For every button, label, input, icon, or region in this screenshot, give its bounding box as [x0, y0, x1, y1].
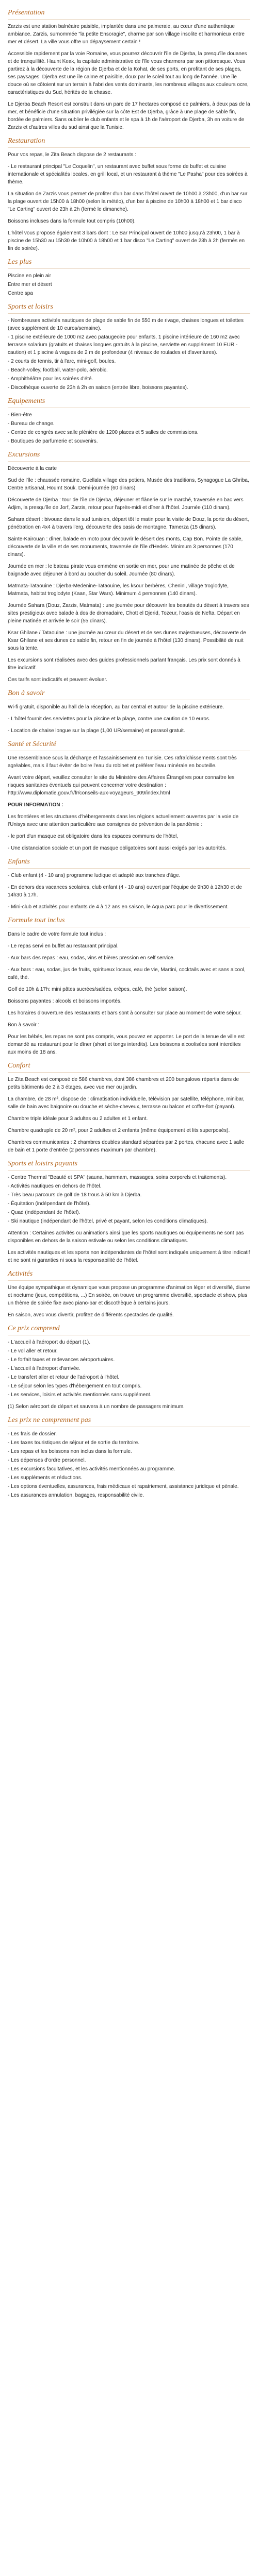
paragraph: Journée en mer : le bateau pirate vous emmène en sortie en mer, pour une matinée de pêche et de baignade avec déjeuner à bord au coucher du soleil. Journée (80 dinars).	[8, 564, 235, 577]
paragraph: L'hôtel vous propose également 3 bars dont : Le Bar Principal ouvert de 10h00 jusqu'à 23h00, 1 bar à piscine de 15h30 au 15h30 de 10h00 à 18h00 et 1 bar disco "Le Carting" ouvert de 23h à 2h (fermés en fin de soirée).	[8, 230, 245, 251]
paragraph: - Le restaurant principal "Le Coquelin", un restaurant avec buffet sous forme de buffet et cuisine internationale et spécialités locales, en grill local, et un restaurant à thème "Le Pasha" pour des soirées à thème.	[8, 164, 248, 185]
list-item: - Équitation (indépendant de l'hôtel).	[8, 1201, 91, 1207]
paragraph: - Le repas servi en buffet au restaurant principal.	[8, 943, 119, 949]
section-title: Enfants	[8, 856, 250, 869]
list-item: - Beach-volley, football, water-polo, aérobic.	[8, 367, 108, 373]
paragraph: Les excursions sont réalisées avec des guides professionnels parlant français. Les prix sont donnés à titre indicatif.	[8, 657, 240, 671]
section-title: Equipements	[8, 396, 250, 408]
section-formule-tout-inclus	[8, 915, 250, 1056]
paragraph: Avant votre départ, veuillez consulter le site du Ministère des Affaires Étrangères pour connaître les risques sanitaires éventuels qui peuvent concerner votre destination : http://www.diplomatie.gouv.fr/fr/conseils-aux-voyageurs_909/index.html	[8, 775, 235, 796]
paragraph: Attention : Certaines activités ou animations ainsi que les sports nautiques ou équipements ne sont pas disponibles en dehors de la saison estivale ou selon les conditions climatiques.	[8, 1230, 244, 1244]
paragraph: En saison, avec vous divertir, profitez de différents spectacles de qualité.	[8, 1312, 174, 1318]
list-item: - Les assurances annulation, bagages, responsabilité civile.	[8, 1493, 144, 1498]
section-confort	[8, 1060, 250, 1154]
list-item: - Les excursions facultatives, et les activités mentionnées au programme.	[8, 1466, 175, 1472]
paragraph: Ces tarifs sont indicatifs et peuvent évoluer.	[8, 677, 107, 683]
paragraph: Journée Sahara (Douz, Zarzis, Matmata) : une journée pour découvrir les beautés du désert à travers ses sites prestigieux avec balade à dos de dromadaire, Chott el Djerid, Tozeur, l'oasis de Nefta. Départ en pleine matinée et arrivée le soir (55 dinars).	[8, 603, 249, 624]
section-title: Sports et loisirs	[8, 301, 250, 314]
paragraph: Matmata-Tataouine : Djerba-Medenine-Tataouine, les ksour berbères, Chenini, village troglodyte, Matmata, habitat troglodyte (Kaan, Star Wars). Minimum 4 personnes (140 dinars).	[8, 583, 229, 597]
list-item: - L'accueil à l'aéroport d'arrivée.	[8, 1366, 80, 1371]
list-item: - Activités nautiques en dehors de l'hôtel.	[8, 1183, 102, 1189]
section-title: Santé et Sécurité	[8, 739, 250, 751]
section-presentation	[8, 7, 250, 131]
list-item: - Très beau parcours de golf de 18 trous à 50 km à Djerba.	[8, 1192, 142, 1198]
paragraph: Sainte-Kairouan : dîner, balade en moto pour découvrir le désert des monts, Cap Bon. Pointe de sable, découverte de la ville et de ses monuments, traversée de l'île d'Hedek. Minimum 3 personnes (170 dinars).	[8, 536, 243, 557]
list	[8, 1430, 250, 1499]
paragraph: Boissons incluses dans la formule tout compris (10h00).	[8, 218, 136, 224]
section-restauration	[8, 135, 250, 252]
section-bon-a-savoir	[8, 688, 250, 735]
list	[8, 411, 250, 445]
section-title: Les plus	[8, 257, 250, 269]
list-item: - Ski nautique (indépendant de l'hôtel, privé et payant, selon les conditions climatiques).	[8, 1218, 208, 1224]
paragraph: - Aux bars : eau, sodas, jus de fruits, spiritueux locaux, eau de vie, Martini, cocktails avec et sans alcool, café, thé.	[8, 967, 246, 980]
section-excursions	[8, 449, 250, 684]
section-pour-information	[8, 801, 250, 852]
footnote: (1) Selon aéroport de départ et sauvera à un nombre de passagers minimum.	[8, 1404, 185, 1410]
list-item: - Bureau de change.	[8, 421, 55, 427]
list-item: - Les services, loisirs et activités mentionnés sans supplément.	[8, 1392, 152, 1398]
paragraph: - le port d'un masque est obligatoire dans les espaces communs de l'hôtel,	[8, 834, 179, 839]
paragraph: Ksar Ghilane / Tataouine : une journée au cœur du désert et de ses dunes majestueuses, découverte de Ksar Ghilane et ses dunes de sable fin, retour en fin de journée à l'hôtel (130 dinars). Possibilité de nuit sous la tente.	[8, 630, 246, 651]
paragraph: Chambre triple idéale pour 3 adultes ou 2 adultes et 1 enfant.	[8, 1116, 148, 1122]
section-title: Sports et loisirs payants	[8, 1158, 250, 1171]
paragraph: Une équipe sympathique et dynamique vous propose un programme d'animation léger et diversifié, diurne et nocturne (jeux, compétitions, ...) En soirée, on trouve un programme diversifié, spectacle et show, plus un thème de soirée fixe avec piano-bar et discothèque à certains jours.	[8, 1285, 250, 1306]
list-item: - Quad (indépendant de l'hôtel).	[8, 1210, 80, 1215]
section-sports-loisirs	[8, 301, 250, 392]
paragraph: Le Zita Beach est composé de 586 chambres, dont 386 chambres et 200 bungalows répartis dans de petits bâtiments de 2 à 3 étages, avec vue mer ou jardin.	[8, 1077, 239, 1090]
paragraph: Sud de l'île : chaussée romaine, Guellala village des potiers, Musée des traditions, Synagogue La Ghriba, Centre artisanal, Houmt Souk. Demi-journée (60 dinars)	[8, 478, 249, 491]
section-title: Présentation	[8, 7, 250, 20]
section-ce-prix-comprend	[8, 1323, 250, 1411]
paragraph: - Aux bars des repas : eau, sodas, vins et bières pression en self service.	[8, 955, 175, 961]
paragraph: - Club enfant (4 - 10 ans) programme ludique et adapté aux tranches d'âge.	[8, 873, 181, 878]
list-item: - Centre de congrès avec salle plénière de 1200 places et 5 salles de commissions.	[8, 430, 199, 435]
paragraph: Zarzis est une station balnéaire paisible, implantée dans une palmeraie, au cœur d'une authentique ambiance. Zarzis, surnommée "la petite Ensoragie", charme par son village insolite et harmonieux entre mer et désert. La ville vous offre un dépaysement certain !	[8, 24, 245, 45]
section-enfants	[8, 856, 250, 911]
list	[8, 272, 250, 297]
list-item: - Les repas et les boissons non inclus dans la formule.	[8, 1449, 132, 1454]
paragraph: Une ressemblance sous la décharge et l'assainissement en Tunisie. Ces rafraîchissements sont très agréables, mais il faut éviter de boire l'eau du robinet et préférer l'eau minérale en bouteille.	[8, 755, 237, 769]
paragraph: Chambres communicantes : 2 chambres doubles standard séparées par 2 portes, chacune avec 1 salle de bain et 1 porte d'entrée (2 personnes maximum par chambre).	[8, 1140, 245, 1153]
paragraph: Les frontières et les structures d'hébergements dans les régions actuellement ouvertes par la voie de l'Unisys avec une attention particulière aux consignes de prévention de la pandémie :	[8, 814, 239, 827]
list	[8, 1174, 250, 1225]
paragraph: Découverte de Djerba : tour de l'île de Djerba, déjeuner et flânerie sur le marché, traversée en bac vers Adjim, la presqu'île de Jorf, Zarzis, retour pour l'après-midi et dîner à l'hôtel. Journée (110 dinars).	[8, 497, 244, 511]
list-item: - Nombreuses activités nautiques de plage de sable fin de 550 m de rivage, chaises longues et toilettes (avec supplément de 10 euros/semaine).	[8, 318, 244, 331]
paragraph: Wi-fi gratuit, disponible au hall de la réception, au bar central et autour de la piscine extérieure.	[8, 704, 224, 710]
paragraph: Les activités nautiques et les sports non indépendantes de l'hôtel sont indiqués uniquement à titre indicatif et ne sont ni garanties ni sous la responsabilité de l'hôtel.	[8, 1250, 250, 1263]
list-item: - Les frais de dossier.	[8, 1431, 57, 1437]
section-title: Restauration	[8, 135, 250, 148]
section-title: Formule tout inclus	[8, 915, 250, 927]
paragraph: - Location de chaise longue sur la plage (1,00 UR/semaine) et parasol gratuit.	[8, 728, 185, 734]
section-prix-ne-comprennent-pas	[8, 1415, 250, 1499]
list-item: - Bien-être	[8, 412, 32, 418]
paragraph: Accessible rapidement par la voie Romaine, vous pourrez découvrir l'île de Djerba, la presqu'île douanes et de tranquillité. Haunt Keak, la capitale administrative de l'île vous charmera par son pittoresque. Vous partirez à la découverte de la région de Djerba et de la Kohat, de ses ports, en profitant de ses plages, ses paysages. Djerba est une île calme et paisible, doux par le soleil tout au long de l'année. Une île douce où se côtoient sur un terrain à l'abri des vents dominants, les nombreux villages aux couleurs ocre, caractéristiques du Sud, hérités de la chasse.	[8, 51, 249, 95]
section-title: Confort	[8, 1060, 250, 1073]
paragraph: - Une distanciation sociale et un port de masque obligatoires sont aussi exigés par les autorités.	[8, 845, 227, 851]
section-sports-loisirs-payants	[8, 1158, 250, 1264]
list-item: - 2 courts de tennis, tir à l'arc, mini-golf, boules.	[8, 359, 116, 364]
paragraph: La chambre, de 28 m², dispose de : climatisation individuelle, télévision par satellite, téléphone, minibar, salle de bain avec baignoire ou douche et sèche-cheveux, terrasse ou balcon et coffre-fort (payant).	[8, 1096, 245, 1110]
paragraph: Sahara désert : bivouac dans le sud tunisien, départ tôt le matin pour la visite de Douz, la porte du désert, pénétration en 4x4 à travers l'erg, découverte des oasis de montagne, Tamerza (15 dinars).	[8, 517, 249, 530]
list-item: - Les taxes touristiques de séjour et de sortie du territoire.	[8, 1440, 140, 1446]
paragraph: Les horaires d'ouverture des restaurants et bars sont à consulter sur place au moment de votre séjour.	[8, 1010, 242, 1016]
list	[8, 317, 250, 392]
list-item: Entre mer et désert	[8, 282, 52, 287]
paragraph: Dans le cadre de votre formule tout inclus :	[8, 931, 106, 937]
list-item: - Les suppléments et réductions.	[8, 1475, 83, 1481]
list-item: - Amphithéâtre pour les soirées d'été.	[8, 376, 93, 382]
list-item: - Le vol aller et retour.	[8, 1348, 58, 1354]
list-item: Centre spa	[8, 291, 33, 296]
paragraph: - En dehors des vacances scolaires, club enfant (4 - 10 ans) ouvert par l'équipe de 9h30 à 12h30 et de 14h30 à 17h.	[8, 885, 242, 898]
section-sante-securite	[8, 739, 250, 797]
list	[8, 1338, 250, 1399]
paragraph: Boissons payantes : alcools et boissons importés.	[8, 998, 122, 1004]
section-activites	[8, 1268, 250, 1319]
list-item: - Les options éventuelles, assurances, frais médicaux et rapatriement, assistance juridique et pénale.	[8, 1484, 239, 1489]
paragraph: Bon à savoir :	[8, 1022, 40, 1028]
list-item: - 1 piscine extérieure de 1000 m2 avec pataugeoire pour enfants, 1 piscine intérieure de 160 m2 avec terrasse solarium (gratuits et chaises longues gratuits à la piscine, serviette en supplément 10 EUR - caution) et 1 piscine à vagues de 2 m de profondeur (4 niveaux de roulades et d'aventures).	[8, 334, 240, 355]
paragraph: Chambre quadruple de 20 m², pour 2 adultes et 2 enfants (même équipement et lits superposés).	[8, 1128, 230, 1133]
section-equipements	[8, 396, 250, 445]
paragraph: - L'hôtel fournit des serviettes pour la piscine et la plage, contre une caution de 10 euros.	[8, 716, 211, 722]
paragraph: Découverte à la carte	[8, 466, 57, 471]
paragraph: Pour les bébés, les repas ne sont pas compris, vous pouvez en apporter. Le port de la tenue de ville est demandé au restaurant pour le dîner (short et tongs interdits). Les boissons alcoolisées sont interdites aux moins de 18 ans.	[8, 1034, 245, 1055]
list-item: - L'accueil à l'aéroport du départ (1).	[8, 1340, 91, 1345]
list-item: - Discothèque ouverte de 23h à 2h en saison (entrée libre, boissons payantes).	[8, 385, 188, 391]
list-item: - Le forfait taxes et redevances aéroportuaires.	[8, 1357, 115, 1363]
list-item: - Les dépenses d'ordre personnel.	[8, 1458, 86, 1463]
info-heading: POUR INFORMATION :	[8, 802, 63, 808]
paragraph: Le Djerba Beach Resort est construit dans un parc de 17 hectares composé de palmiers, à deux pas de la mer, et bénéficie d'une situation privilégiée sur la côte Est de Djerba, grâce à une plage de sable fin, bordée de palmiers. Sans oublier le club enfants et le spa à 1h de l'aéroport de Djerba, 3h en voiture de Zarzis et d'autres villes du sud ainsi que la Tunisie.	[8, 101, 250, 130]
section-title: Excursions	[8, 449, 250, 462]
section-title: Activités	[8, 1268, 250, 1281]
list-item: - Le transfert aller et retour de l'aéroport à l'hôtel.	[8, 1375, 120, 1380]
paragraph: Pour vos repas, le Zita Beach dispose de 2 restaurants :	[8, 152, 137, 158]
list-item: Piscine en plein air	[8, 273, 51, 279]
section-title: Ce prix comprend	[8, 1323, 250, 1335]
list-item: - Boutiques de parfumerie et souvenirs.	[8, 438, 98, 444]
paragraph: Golf de 10h à 17h: mini pâtes sucrées/salées, crêpes, café, thé (selon saison).	[8, 987, 187, 992]
list-item: - Centre Thermal "Beauté et SPA" (sauna, hammam, massages, soins corporels et traitements).	[8, 1175, 227, 1180]
paragraph: - Mini-club et activités pour enfants de 4 à 12 ans en saison, le Aqua parc pour le divertissement.	[8, 904, 229, 910]
list-item: - Le séjour selon les types d'hébergement en tout compris.	[8, 1383, 142, 1389]
paragraph: La situation de Zarzis vous permet de profiter d'un bar dans l'hôtel ouvert de 10h00 à 23h00, d'un bar sur la plage ouvert de 15h00 à 18h00 (selon la météo), d'un bar à piscine de 10h00 à 18h00 et 1 bar disco "Le Carting" ouvert de 23h à 2h (fermé le dimanche).	[8, 191, 248, 212]
section-title: Les prix ne comprennent pas	[8, 1415, 250, 1427]
section-title: Bon à savoir	[8, 688, 250, 700]
section-les-plus	[8, 257, 250, 297]
